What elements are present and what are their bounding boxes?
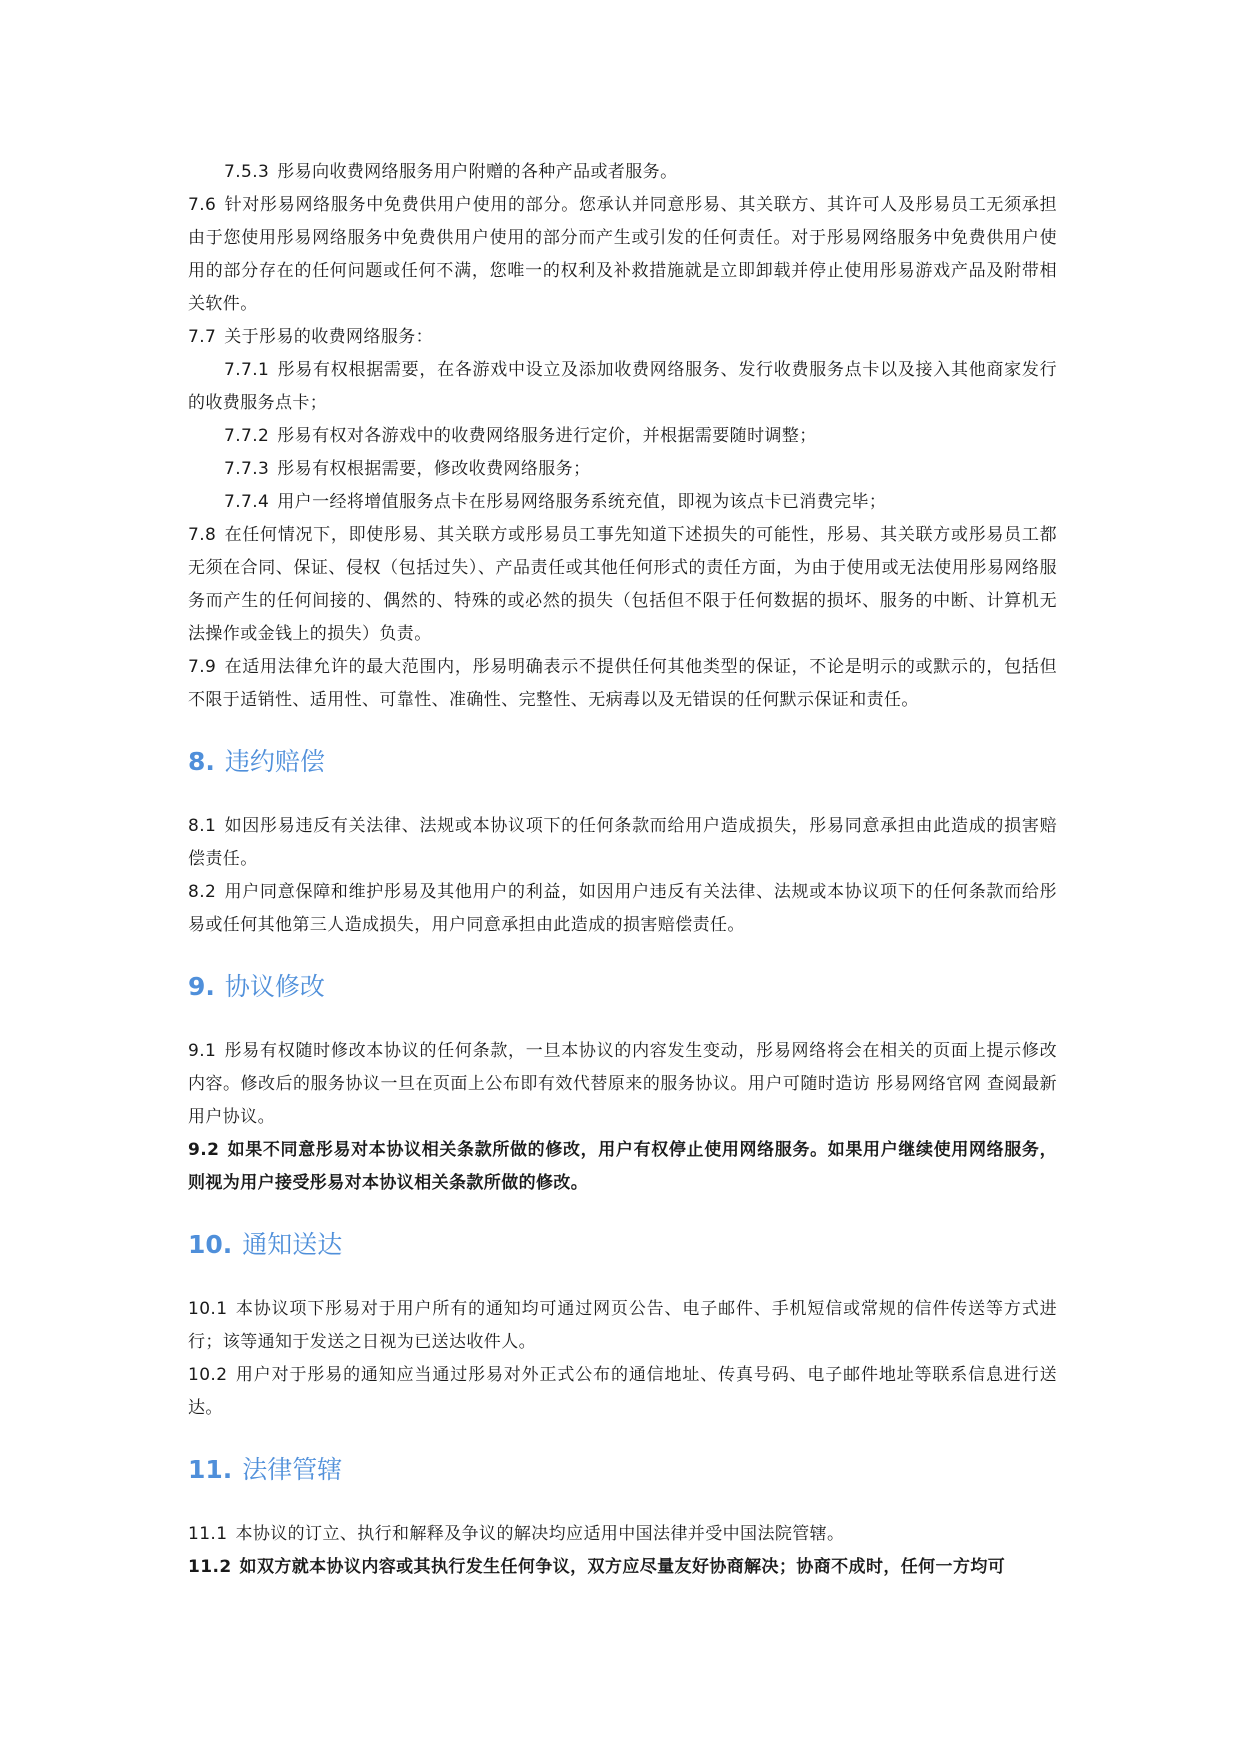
clause-11-1 xyxy=(188,1518,1057,1551)
clause-7-9 xyxy=(188,651,1057,717)
clause-7-7-3 xyxy=(188,453,1057,486)
clause-7-7-1 xyxy=(188,354,1057,420)
clause-number: 7.7.2 xyxy=(224,426,270,446)
clause-text: 彤易有权随时修改本协议的任何条款，一旦本协议的内容发生变动，彤易网络将会在相关的页面上提示修改内容。修改后的服务协议一旦在页面上公布即有效代替原来的服务协议。用户可随时造访 彤易网络官网 查阅最新用户协议。 xyxy=(188,1041,1057,1127)
clause-number: 7.7.3 xyxy=(224,459,270,479)
clause-10-1 xyxy=(188,1293,1057,1359)
clause-number: 10.2 xyxy=(188,1365,228,1385)
clause-text: 用户同意保障和维护彤易及其他用户的利益，如因用户违反有关法律、法规或本协议项下的任何条款而给彤易或任何其他第三人造成损失，用户同意承担由此造成的损害赔偿责任。 xyxy=(188,882,1057,935)
clause-9-2 xyxy=(188,1134,1057,1200)
clause-number: 9.1 xyxy=(188,1041,217,1061)
clause-7-7-4 xyxy=(188,486,1057,519)
section-title: 法律管辖 xyxy=(242,1455,343,1484)
clause-number: 7.5.3 xyxy=(224,162,270,182)
clause-8-1 xyxy=(188,810,1057,876)
clause-text: 彤易有权对各游戏中的收费网络服务进行定价，并根据需要随时调整； xyxy=(277,426,817,446)
clause-10-2 xyxy=(188,1359,1057,1425)
clause-number: 7.7.1 xyxy=(224,360,270,380)
clause-text: 针对彤易网络服务中免费供用户使用的部分。您承认并同意彤易、其关联方、其许可人及彤易员工无须承担由于您使用彤易网络服务中免费供用户使用的部分而产生或引发的任何责任。对于彤易网络服务中免费供用户使用的部分存在的任何问题或任何不满，您唯一的权利及补救措施就是立即卸载并停止使用彤易游戏产品及附带相关软件。 xyxy=(188,195,1057,314)
clause-text: 彤易有权根据需要，修改收费网络服务； xyxy=(277,459,591,479)
clause-number: 7.6 xyxy=(188,195,217,215)
section-heading-10 xyxy=(188,1227,1057,1263)
section-heading-9 xyxy=(188,969,1057,1005)
section-number: 11. xyxy=(188,1455,233,1484)
clause-number: 11.1 xyxy=(188,1524,228,1544)
section-number: 10. xyxy=(188,1230,233,1259)
clause-7-7-2 xyxy=(188,420,1057,453)
clause-7-5-3 xyxy=(188,156,1057,189)
clause-number: 7.7 xyxy=(188,327,217,347)
clause-number: 7.8 xyxy=(188,525,217,545)
clause-text: 关于彤易的收费网络服务： xyxy=(224,327,434,347)
clauses-top xyxy=(188,156,1057,717)
clause-number: 11.2 xyxy=(188,1557,232,1577)
clause-text: 如双方就本协议内容或其执行发生任何争议，双方应尽量友好协商解决；协商不成时，任何一方均可 xyxy=(239,1557,1006,1577)
clause-number: 8.1 xyxy=(188,816,217,836)
clause-8-2 xyxy=(188,876,1057,942)
clause-text: 如因彤易违反有关法律、法规或本协议项下的任何条款而给用户造成损失，彤易同意承担由此造成的损害赔偿责任。 xyxy=(188,816,1057,869)
clause-text: 在适用法律允许的最大范围内，彤易明确表示不提供任何其他类型的保证，不论是明示的或默示的，包括但不限于适销性、适用性、可靠性、准确性、完整性、无病毒以及无错误的任何默示保证和责任。 xyxy=(188,657,1057,710)
section-title: 通知送达 xyxy=(242,1230,343,1259)
clause-number: 9.2 xyxy=(188,1140,220,1160)
section-title: 违约赔偿 xyxy=(224,747,325,776)
clause-9-1 xyxy=(188,1035,1057,1134)
section-number: 8. xyxy=(188,747,215,776)
clause-number: 7.9 xyxy=(188,657,217,677)
clause-text: 彤易有权根据需要，在各游戏中设立及添加收费网络服务、发行收费服务点卡以及接入其他商家发行的收费服务点卡； xyxy=(188,360,1057,413)
clause-7-6 xyxy=(188,189,1057,321)
clause-text: 在任何情况下，即使彤易、其关联方或彤易员工事先知道下述损失的可能性，彤易、其关联方或彤易员工都无须在合同、保证、侵权（包括过失）、产品责任或其他任何形式的责任方面，为由于使用或无法使用彤易网络服务而产生的任何间接的、偶然的、特殊的或必然的损失（包括但不限于任何数据的损坏、服务的中断、计算机无法操作或金钱上的损失）负责。 xyxy=(188,525,1057,644)
clause-7-7 xyxy=(188,321,1057,354)
clause-text: 本协议项下彤易对于用户所有的通知均可通过网页公告、电子邮件、手机短信或常规的信件传送等方式进行；该等通知于发送之日视为已送达收件人。 xyxy=(188,1299,1057,1352)
clause-text: 用户一经将增值服务点卡在彤易网络服务系统充值，即视为该点卡已消费完毕； xyxy=(277,492,887,512)
clause-text: 如果不同意彤易对本协议相关条款所做的修改，用户有权停止使用网络服务。如果用户继续使用网络服务，则视为用户接受彤易对本协议相关条款所做的修改。 xyxy=(188,1140,1057,1193)
clause-text: 彤易向收费网络服务用户附赠的各种产品或者服务。 xyxy=(277,162,678,182)
clause-text: 本协议的订立、执行和解释及争议的解决均应适用中国法律并受中国法院管辖。 xyxy=(235,1524,845,1544)
clause-number: 10.1 xyxy=(188,1299,228,1319)
section-title: 协议修改 xyxy=(224,972,325,1001)
clause-number: 8.2 xyxy=(188,882,217,902)
clause-number: 7.7.4 xyxy=(224,492,270,512)
section-number: 9. xyxy=(188,972,215,1001)
clause-7-8 xyxy=(188,519,1057,651)
clause-text: 用户对于彤易的通知应当通过彤易对外正式公布的通信地址、传真号码、电子邮件地址等联系信息进行送达。 xyxy=(188,1365,1057,1418)
clause-11-2 xyxy=(188,1551,1057,1584)
section-heading-8 xyxy=(188,744,1057,780)
section-heading-11 xyxy=(188,1452,1057,1488)
